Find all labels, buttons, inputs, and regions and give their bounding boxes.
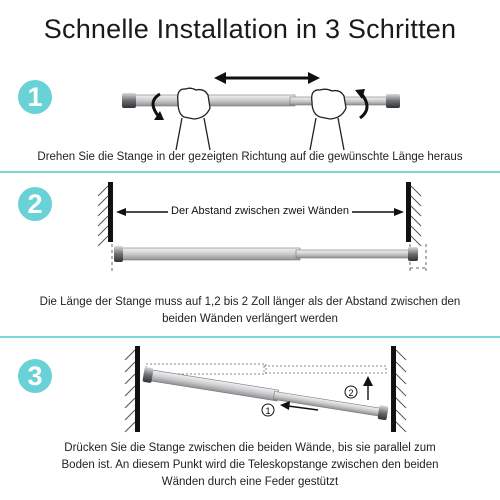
left-wall bbox=[125, 346, 140, 432]
marker-2-icon bbox=[345, 386, 357, 398]
marker-1-label: 1 bbox=[265, 406, 271, 416]
extend-double-arrow bbox=[214, 72, 320, 84]
separator-2 bbox=[0, 336, 500, 338]
distance-label: Der Abstand zwischen zwei Wänden bbox=[168, 205, 352, 217]
tension-rod bbox=[114, 246, 418, 262]
right-wall bbox=[391, 346, 406, 432]
left-wall bbox=[98, 182, 113, 246]
page-title: Schnelle Installation in 3 Schritten bbox=[43, 14, 457, 44]
step-1-caption: Drehen Sie die Stange in der gezeigten Richtung auf die gewünschte Länge heraus bbox=[37, 151, 463, 163]
step-3-caption: Drücken Sie die Stange zwischen die beiden Wände, bis sie parallel zum Boden ist. An diesem Punkt wird die Teleskopstange zwischen den beiden Wänden durch eine Feder gestützt bbox=[61, 442, 439, 488]
step-3-badge: 3 bbox=[18, 359, 52, 393]
target-rod-outline bbox=[146, 364, 386, 374]
step-1-badge: 1 bbox=[18, 80, 52, 114]
separator-1 bbox=[0, 171, 500, 173]
left-hand-icon bbox=[176, 88, 210, 150]
marker-2-label: 2 bbox=[348, 388, 354, 398]
step-1-illustration bbox=[0, 62, 500, 152]
right-hand-icon bbox=[310, 89, 346, 150]
lift-arrow bbox=[363, 376, 373, 400]
right-wall bbox=[406, 182, 421, 246]
step-2-illustration bbox=[0, 178, 500, 283]
step-2-caption: Die Länge der Stange muss auf 1,2 bis 2 Zoll länger als der Abstand zwischen den beiden Wänden verlängert werden bbox=[39, 296, 461, 325]
tension-rod bbox=[122, 93, 400, 108]
step-2-badge: 2 bbox=[18, 187, 52, 221]
step-3-illustration bbox=[0, 340, 500, 440]
marker-1-icon bbox=[262, 404, 274, 416]
